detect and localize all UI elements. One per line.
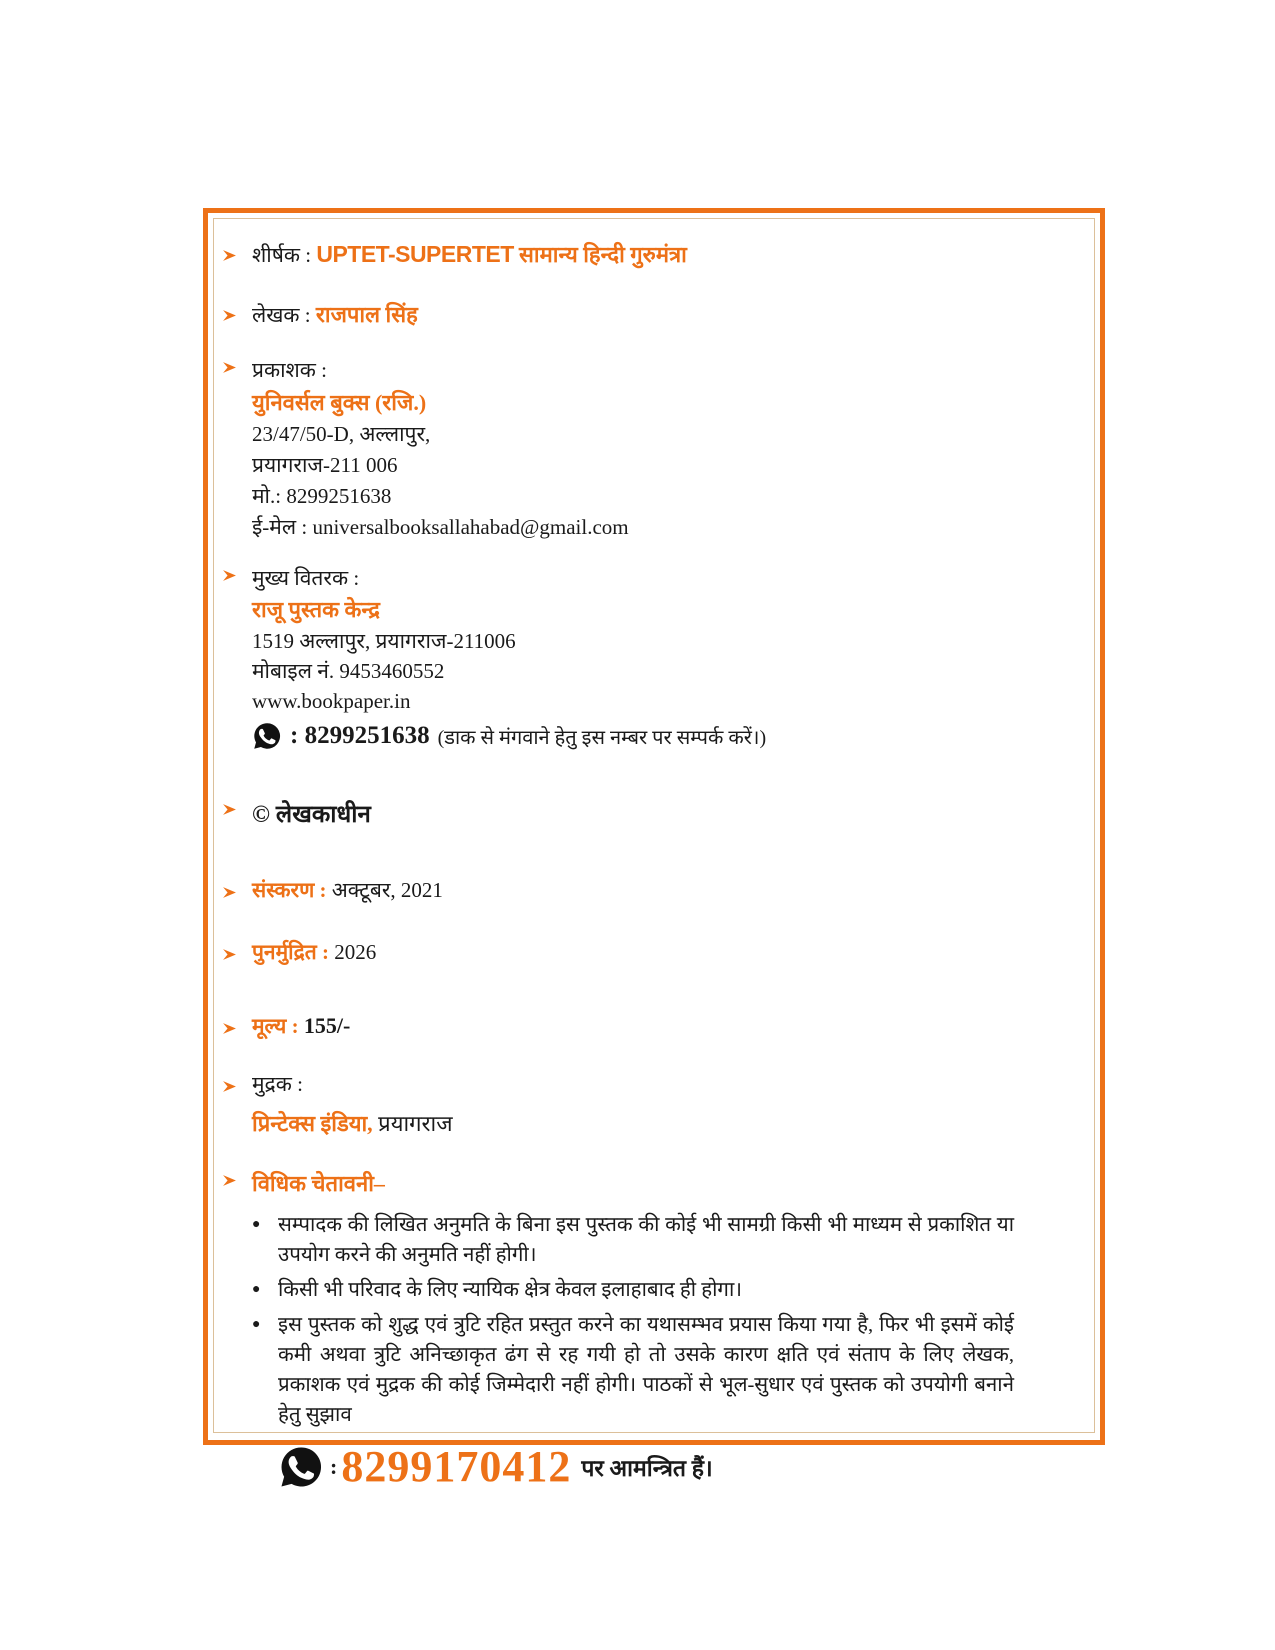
distributor-section [222, 563, 1074, 751]
copyright-text: © लेखकाधीन [252, 802, 371, 828]
legal-bullet-item [252, 1275, 1014, 1305]
distributor-name: राजू पुस्तक केन्द्र [252, 597, 380, 622]
copyright-page [213, 218, 1095, 1491]
arrowhead-bullet-icon [222, 563, 252, 588]
printer-city: प्रयागराज [378, 1111, 453, 1136]
arrowhead-bullet-icon [222, 1070, 252, 1100]
distributor-address: 1519 अल्लापुर, प्रयागराज-211006 [252, 629, 516, 653]
distributor-label: मुख्य वितरक : [252, 566, 360, 590]
distributor-block [252, 563, 1074, 751]
printer-section [222, 1070, 1074, 1138]
legal-whatsapp-number: 8299170412 [341, 1442, 572, 1491]
page-border-frame [203, 208, 1105, 1491]
arrowhead-bullet-icon [222, 1012, 252, 1042]
reprint-label: पुनर्मुद्रित : [252, 940, 329, 964]
dot-bullet-icon: ● [252, 1217, 261, 1232]
distributor-whatsapp-line [252, 721, 1074, 751]
edition-row [222, 876, 1074, 906]
distributor-website: www.bookpaper.in [252, 689, 411, 713]
author-label: लेखक : [252, 303, 311, 327]
author-name: राजपाल सिंह [315, 302, 418, 327]
arrowhead-bullet-icon [222, 299, 252, 329]
reprint-line [252, 938, 1074, 966]
dot-bullet-icon: ● [252, 1282, 261, 1297]
copyright-row [222, 797, 1074, 830]
title-line [252, 239, 1074, 269]
legal-label: विधिक चेतावनी– [252, 1171, 385, 1196]
legal-bullet-item [252, 1210, 1014, 1270]
reprint-row [222, 938, 1074, 968]
price-label: मूल्य : [252, 1014, 299, 1038]
author-line [252, 299, 1074, 329]
title-brand: UPTET-SUPERTET [316, 241, 514, 267]
legal-bullet-text: किसी भी परिवाद के लिए न्यायिक क्षेत्र केवल इलाहाबाद ही होगा। [278, 1279, 743, 1301]
printer-block [252, 1070, 1074, 1138]
legal-whatsapp-line [278, 1444, 1074, 1490]
legal-bullet-text: सम्पादक की लिखित अनुमति के बिना इस पुस्तक की कोई भी सामग्री किसी भी माध्यम से प्रकाशित या उपयोग करने की अनुमति नहीं होगी। [278, 1214, 1014, 1266]
arrowhead-bullet-icon [222, 938, 252, 968]
title-row [222, 239, 1074, 269]
arrowhead-bullet-icon [222, 1168, 252, 1193]
whatsapp-icon [252, 721, 282, 751]
publisher-mobile: मो.: 8299251638 [252, 484, 392, 508]
publisher-label: प्रकाशक : [252, 358, 328, 382]
arrowhead-bullet-icon [222, 239, 252, 269]
publisher-address-line1: 23/47/50-D, अल्लापुर, [252, 422, 431, 446]
legal-block [252, 1168, 1074, 1490]
arrowhead-bullet-icon [222, 355, 252, 380]
email-address: universalbooksallahabad@gmail.com [312, 515, 629, 539]
dot-bullet-icon: ● [252, 1317, 261, 1332]
whatsapp-colon: : [330, 1454, 338, 1479]
distributor-whatsapp-note: (डाक से मंगवाने हेतु इस नम्बर पर सम्पर्क करें।) [437, 726, 767, 749]
publisher-block [252, 355, 1074, 543]
author-row [222, 299, 1074, 329]
publisher-email-line [252, 512, 1074, 543]
legal-bullet-text: इस पुस्तक को शुद्ध एवं त्रुटि रहित प्रस्तुत करने का यथासम्भव प्रयास किया गया है, फिर भी इसमें कोई कमी अथवा त्रुटि अनिच्छाकृत ढंग से रह गयी हो तो उसके कारण क्षति एवं संताप के लिए लेखक, प्रकाशक एवं मुद्रक की कोई जिम्मेदारी नहीं होगी। पाठकों से भूल-सुधार एवं पुस्तक को उपयोगी बनाने हेतु सुझाव [278, 1314, 1014, 1426]
title-label: शीर्षक : [252, 243, 312, 267]
publisher-section [222, 355, 1074, 543]
legal-bullet-item [252, 1310, 1014, 1430]
printer-name-line [252, 1108, 1074, 1138]
price-line [252, 1012, 1074, 1040]
printer-name: प्रिन्टेक्स इंडिया, [252, 1111, 373, 1136]
publisher-name: युनिवर्सल बुक्स (रजि.) [252, 390, 427, 415]
price-row [222, 1012, 1074, 1042]
arrowhead-bullet-icon [222, 797, 252, 822]
legal-bullet-list [252, 1210, 1074, 1430]
reprint-value: 2026 [334, 940, 377, 964]
publisher-address-line2: प्रयागराज-211 006 [252, 453, 398, 477]
whatsapp-icon [278, 1444, 324, 1490]
title-subtitle: सामान्य हिन्दी गुरुमंत्रा [519, 242, 687, 267]
edition-label: संस्करण : [252, 878, 327, 902]
distributor-mobile: मोबाइल नं. 9453460552 [252, 659, 445, 683]
arrowhead-bullet-icon [222, 876, 252, 906]
price-value: 155/- [303, 1013, 351, 1038]
printer-label: मुद्रक : [252, 1072, 303, 1096]
distributor-whatsapp-number: : 8299251638 [290, 722, 430, 749]
email-label: ई-मेल : [252, 515, 308, 539]
edition-line [252, 876, 1074, 904]
legal-section [222, 1168, 1074, 1490]
legal-whatsapp-suffix: पर आमन्त्रित हैं। [581, 1456, 713, 1481]
edition-value: अक्टूबर, 2021 [331, 878, 443, 902]
